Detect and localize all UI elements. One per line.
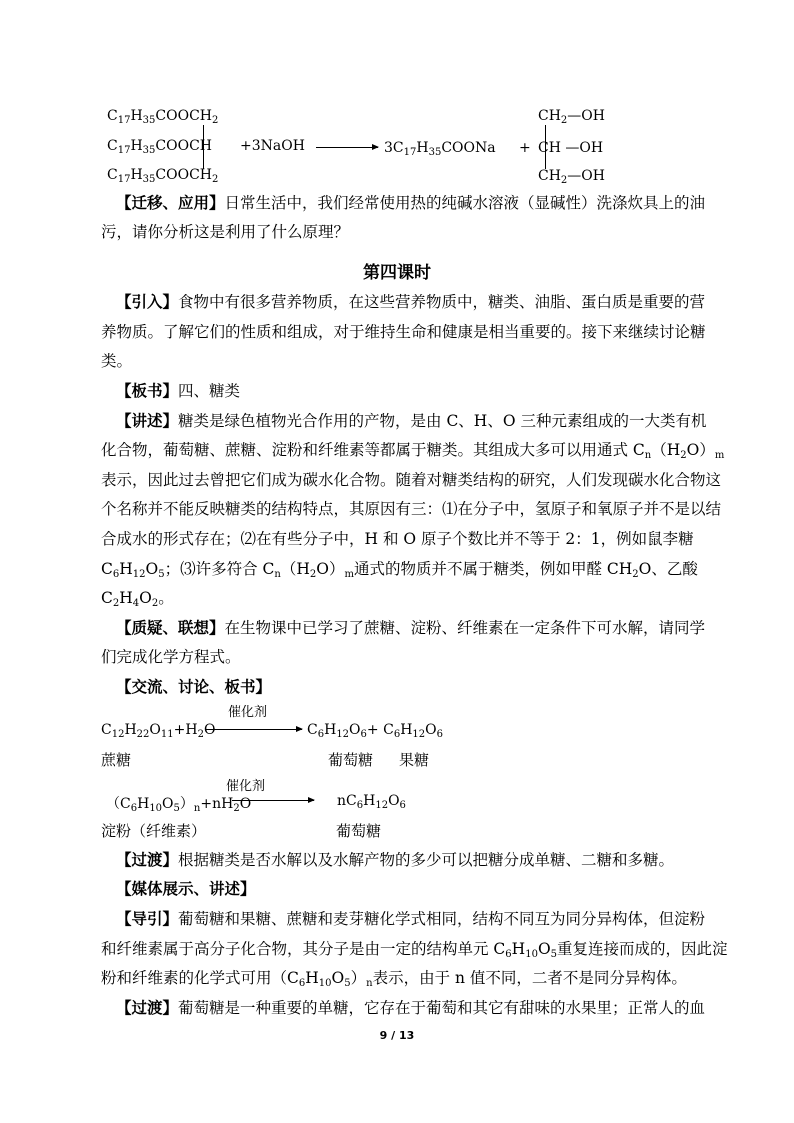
catalyst-label-1: 催化剂 (228, 705, 268, 720)
label-glucose-1: 葡萄糖 (328, 751, 374, 769)
reaction-arrow (316, 147, 378, 148)
product-soap: $3C_{17}H_{35}COONa$ (384, 140, 496, 158)
paragraph-transition-1: 【过渡】根据糖类是否水解以及水解产物的多少可以把糖分成单糖、二糖和多糖。 (116, 851, 675, 869)
glycerol-bond (545, 125, 546, 169)
paragraph-intro-l2: 养物质。了解它们的性质和组成，对于维持生命和健康是相当重要的。接下来继续讨论糖 (101, 323, 706, 341)
paragraph-intro-l3: 类。 (101, 352, 133, 370)
paragraph-guide-l3: 粉和纤维素的化学式可用$(C_6H_{10}O_5)_n$表示，由于 n 值不同，二者不是同分异构体。 (101, 969, 687, 989)
glucose-product-formula: $nC_6H_{12}O_6$ (337, 793, 406, 811)
reagent-naoh: +3NaOH (240, 138, 305, 154)
hydrolysis-arrow-2 (232, 800, 314, 801)
formula-acetic-acid: $C_2H_4O_2$。 (101, 589, 174, 609)
glucose-fructose-formula: $C_6H_{12}O_6+ C_6H_{12}O_6$ (307, 722, 443, 740)
section-title: 第四课时 (363, 263, 431, 283)
paragraph-narration-l3: 表示，因此过去曾把它们成为碳水化合物。随着对糖类结构的研究，人们发现碳水化合物这 (101, 471, 722, 489)
glycerol-line-3: $CH_2—OH$ (538, 168, 605, 186)
label-sucrose: 蔗糖 (101, 751, 132, 769)
paragraph-transfer: 【迁移、应用】日常生活中，我们经常使用热的纯碱水溶液（显碱性）洗涤炊具上的油 (116, 194, 706, 212)
paragraph-narration-l4: 个名称并不能反映糖类的结构特点，其原因有三：⑴在分子中，氢原子和氧原子并不是以结 (101, 500, 722, 518)
hydrolysis-arrow-1 (206, 729, 302, 730)
reactant-line-1: $C_{17}H_{35}COOCH_2$ (107, 108, 219, 126)
paragraph-narration: 【讲述】糖类是绿色植物光合作用的产物，是由 C、H、O 三种元素组成的一大类有机 (116, 412, 707, 430)
reactant-line-3: $C_{17}H_{35}COOCH_2$ (107, 167, 219, 185)
paragraph-guide: 【导引】葡萄糖和果糖、蔗糖和麦芽糖化学式相同，结构不同互为同分异构体，但淀粉 (116, 910, 706, 928)
paragraph-transition-2: 【过渡】葡萄糖是一种重要的单糖，它存在于葡萄和其它有甜味的水果里；正常人的血 (116, 999, 706, 1017)
paragraph-transfer-cont: 污，请你分析这是利用了什么原理？ (101, 223, 350, 241)
plus-sign: + (519, 140, 531, 156)
paragraph-guide-l2: 和纤维素属于高分子化合物，其分子是由一定的结构单元 $C_6H_{10}O_5$重复连接而成的，因此淀 (101, 940, 728, 960)
paragraph-discussion: 【交流、讨论、板书】 (116, 678, 272, 696)
sucrose-formula: $C_{12}H_{22}O_{11}+H_2O$ (101, 722, 216, 740)
paragraph-question-l2: 们完成化学方程式。 (101, 648, 241, 666)
glycerol-line-2: CH —OH (538, 140, 604, 156)
paragraph-media: 【媒体展示、讲述】 (116, 880, 256, 898)
paragraph-narration-l2: 化合物，葡萄糖、蔗糖、淀粉和纤维素等都属于糖类。其组成大多可以用通式 $C_n(H_2O)_m$ (101, 441, 725, 461)
starch-formula: $(C_6H_{10}O_5)_n+nH_2O$ (106, 796, 252, 814)
paragraph-question: 【质疑、联想】在生物课中已学习了蔗糖、淀粉、纤维素在一定条件下可水解，请同学 (116, 619, 706, 637)
glycerol-line-1: $CH_2—OH$ (538, 108, 605, 126)
reactant-line-2: $C_{17}H_{35}COOCH$ (107, 138, 212, 156)
glyceride-bond (203, 125, 204, 169)
page-number: 9 / 13 (379, 1029, 415, 1042)
paragraph-narration-l5: 合成水的形式存在；⑵在有些分子中，H 和 O 原子个数比并不等于 2：1，例如鼠李糖 (101, 530, 694, 548)
label-fructose: 果糖 (399, 751, 430, 769)
paragraph-board: 【板书】四、糖类 (116, 382, 241, 400)
catalyst-label-2: 催化剂 (226, 779, 266, 794)
label-starch: 淀粉（纤维素） (101, 822, 207, 840)
label-glucose-2: 葡萄糖 (336, 822, 382, 840)
paragraph-intro: 【引入】食物中有很多营养物质，在这些营养物质中，糖类、油脂、蛋白质是重要的营 (116, 293, 706, 311)
paragraph-narration-l6: $C_6H_{12}O_5$；⑶许多符合 $C_n(H_2O)_m$通式的物质并不属于糖类，例如甲醛 $CH_2O$、乙酸 (101, 560, 698, 580)
